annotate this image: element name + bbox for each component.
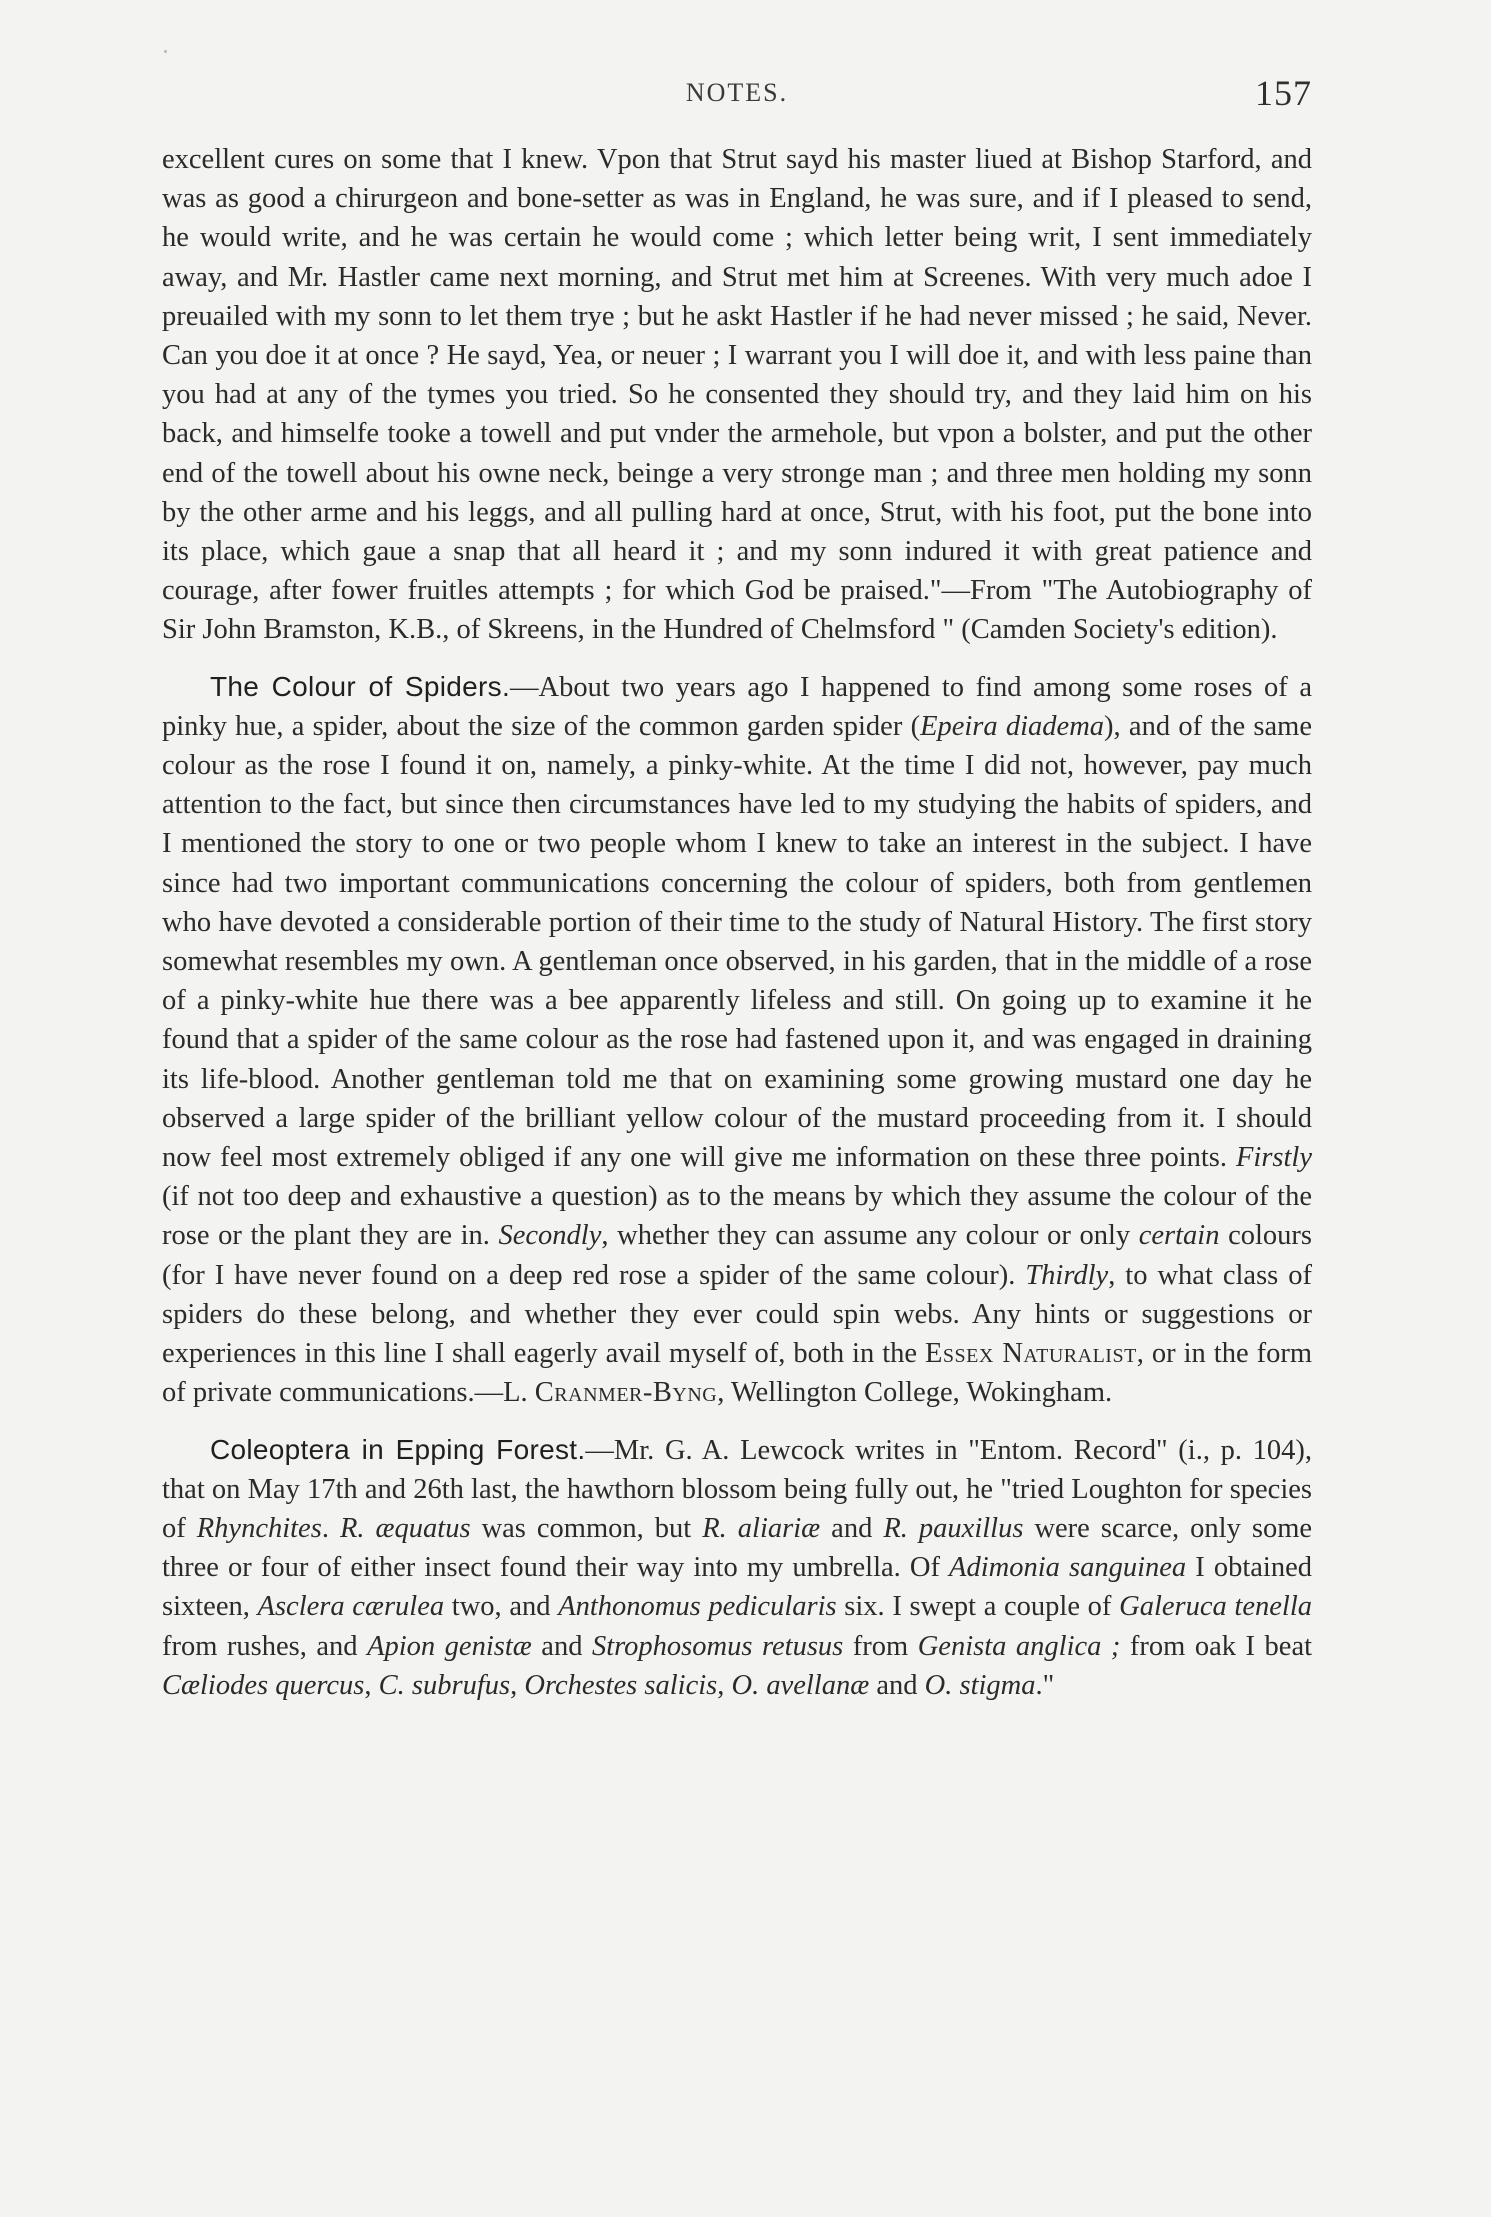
paragraph-bramston-excerpt: excellent cures on some that I knew. Vpon that Strut sayd his master liued at Bishop Starford, and was as good a chirurgeon and bone-setter as was in England, he was sure, and if I pleased to send, he would write, and he was certain he would come ; which letter being writ, I sent immediately away, and Mr. Hastler came next morning, and Strut met him at Screenes. With very much adoe I preuailed with my sonn to let them trye ; but he askt Hastler if he had never missed ; he said, Never. Can you doe it at once ? He sayd, Yea, or neuer ; I warrant you I will doe it, and with less paine than you had at any of the tymes you tried. So he consented they should try, and they laid him on his back, and himselfe tooke a towell and put vnder the armehole, but vpon a bolster, and put the other end of the towell about his owne neck, beinge a very stronge man ; and three men holding my sonn by the other arme and his leggs, and all pulling hard at once, Strut, with his foot, put the bone into its place, which gaue a snap that all heard it ; and my sonn indured it with great patience and courage, after fower fruitles attempts ; for which God be praised."—From "The Autobiography of Sir John Bramston, K.B., of Skreens, in the Hundred of Chelmsford " (Camden Society's edition). (162, 144, 1312, 646)
text-run: colours (for I have never found on a deep red rose a spider of the same colour). (162, 1220, 1312, 1291)
species-name: O. avellanæ (731, 1669, 870, 1701)
species-name: Orchestes salicis (524, 1669, 718, 1701)
species-name: Rhynchites (196, 1512, 322, 1544)
species-name: R. æquatus (339, 1512, 471, 1544)
text-run: and (869, 1669, 925, 1701)
text-run: from oak I beat (1120, 1630, 1313, 1662)
text-run: was common, but (470, 1512, 703, 1544)
text-run: , Wellington College, Wokingham. (717, 1377, 1113, 1409)
page-number: 157 (1255, 73, 1312, 113)
species-name: R. pauxillus (883, 1512, 1024, 1544)
paragraph-coleoptera (162, 1430, 1312, 1705)
species-name: C. subrufus (378, 1669, 511, 1701)
text-run: , whether they can assume any colour or only (601, 1220, 1139, 1252)
page-speck (164, 50, 167, 53)
emphasis-text: Thirdly (1025, 1259, 1109, 1291)
text-run: two, and (444, 1591, 559, 1623)
text-run: and (531, 1630, 592, 1662)
text-run: ), and of the same colour as the rose I found it on, namely, a pinky-white. At the time I did not, however, pay much attention to the fact, but since then circumstances have led to my studying the habits of spiders, and I mentioned the story to one or two people whom I knew to take an interest in the subject. I have since had two important communications concerning the colour of spiders, both from gentlemen who have devoted a considerable portion of their time to the study of Natural History. The first story somewhat resembles my own. A gentleman once observed, in his garden, that in the middle of a rose of a pinky-white hue there was a bee apparently lifeless and still. On going up to examine it he found that a spider of the same colour as the rose had fastened upon it, and was engaged in draining its life-blood. Another gentleman told me that on examining some growing mustard one day he observed a large spider of the brilliant yellow colour of the mustard proceeding from it. I should now feel most extremely obliged if any one will give me information on these three points. (162, 710, 1312, 1174)
text-run: from (843, 1630, 918, 1662)
species-name: Epeira diadema (920, 710, 1105, 742)
text-run: I obtained sixteen, (162, 1552, 1312, 1623)
section-heading-coleoptera: Coleoptera in Epping Forest. (210, 1433, 586, 1465)
species-name: R. aliariæ (702, 1512, 821, 1544)
author-name: Cranmer-Byng (534, 1377, 718, 1409)
text-run: six. I swept a couple of (836, 1591, 1120, 1623)
emphasis-text: Firstly (1236, 1142, 1312, 1174)
species-name: O. stigma (924, 1669, 1036, 1701)
emphasis-text: certain (1138, 1220, 1220, 1252)
text-run: , or in the form of private communications.—L. (162, 1338, 1312, 1409)
text-run: and (820, 1512, 884, 1544)
text-run: , to what class of spiders do these belong, and whether they ever could spin webs. Any hints or suggestions or experiences in this line I shall eagerly avail myself of, both in the (162, 1259, 1312, 1370)
text-run: , (510, 1669, 525, 1701)
text-run: were scarce, only some three or four of either insect found their way into my umbrella. Of (162, 1512, 1313, 1584)
text-run: ." (1035, 1669, 1055, 1701)
text-run: . (321, 1512, 340, 1544)
section-heading-spiders: The Colour of Spiders. (210, 670, 511, 702)
text-run: from rushes, and (162, 1630, 368, 1662)
species-name: Cæliodes quercus (162, 1669, 365, 1701)
species-name: Galeruca tenella (1119, 1591, 1312, 1623)
journal-name: Essex Naturalist (925, 1338, 1137, 1370)
running-header (162, 72, 1312, 122)
species-name: Apion genistæ (367, 1630, 532, 1662)
species-name: Asclera cærulea (257, 1591, 445, 1623)
text-run: —About two years ago I happened to find among some roses of a pinky hue, a spider, about the size of the common garden spider ( (162, 671, 1312, 742)
text-run: , (717, 1669, 732, 1701)
paragraph-colour-of-spiders (162, 667, 1312, 1413)
running-title: NOTES. (685, 78, 789, 107)
text-run: —Mr. G. A. Lewcock writes in "Entom. Record" (i., p. 104), that on May 17th and 26th last, the hawthorn blossom being fully out, he "tried Loughton for species of (162, 1434, 1312, 1544)
text-run: , (364, 1669, 379, 1701)
species-name: Adimonia sanguinea (949, 1552, 1187, 1584)
emphasis-text: Secondly (498, 1220, 602, 1252)
body-text (162, 140, 1312, 1705)
species-name: Genista anglica ; (917, 1630, 1121, 1662)
text-run: (if not too deep and exhaustive a question) as to the means by which they assume the colour of the rose or the plant they are in. (162, 1181, 1312, 1252)
species-name: Strophosomus retusus (591, 1630, 844, 1662)
species-name: Anthonomus pedicularis (558, 1591, 837, 1623)
